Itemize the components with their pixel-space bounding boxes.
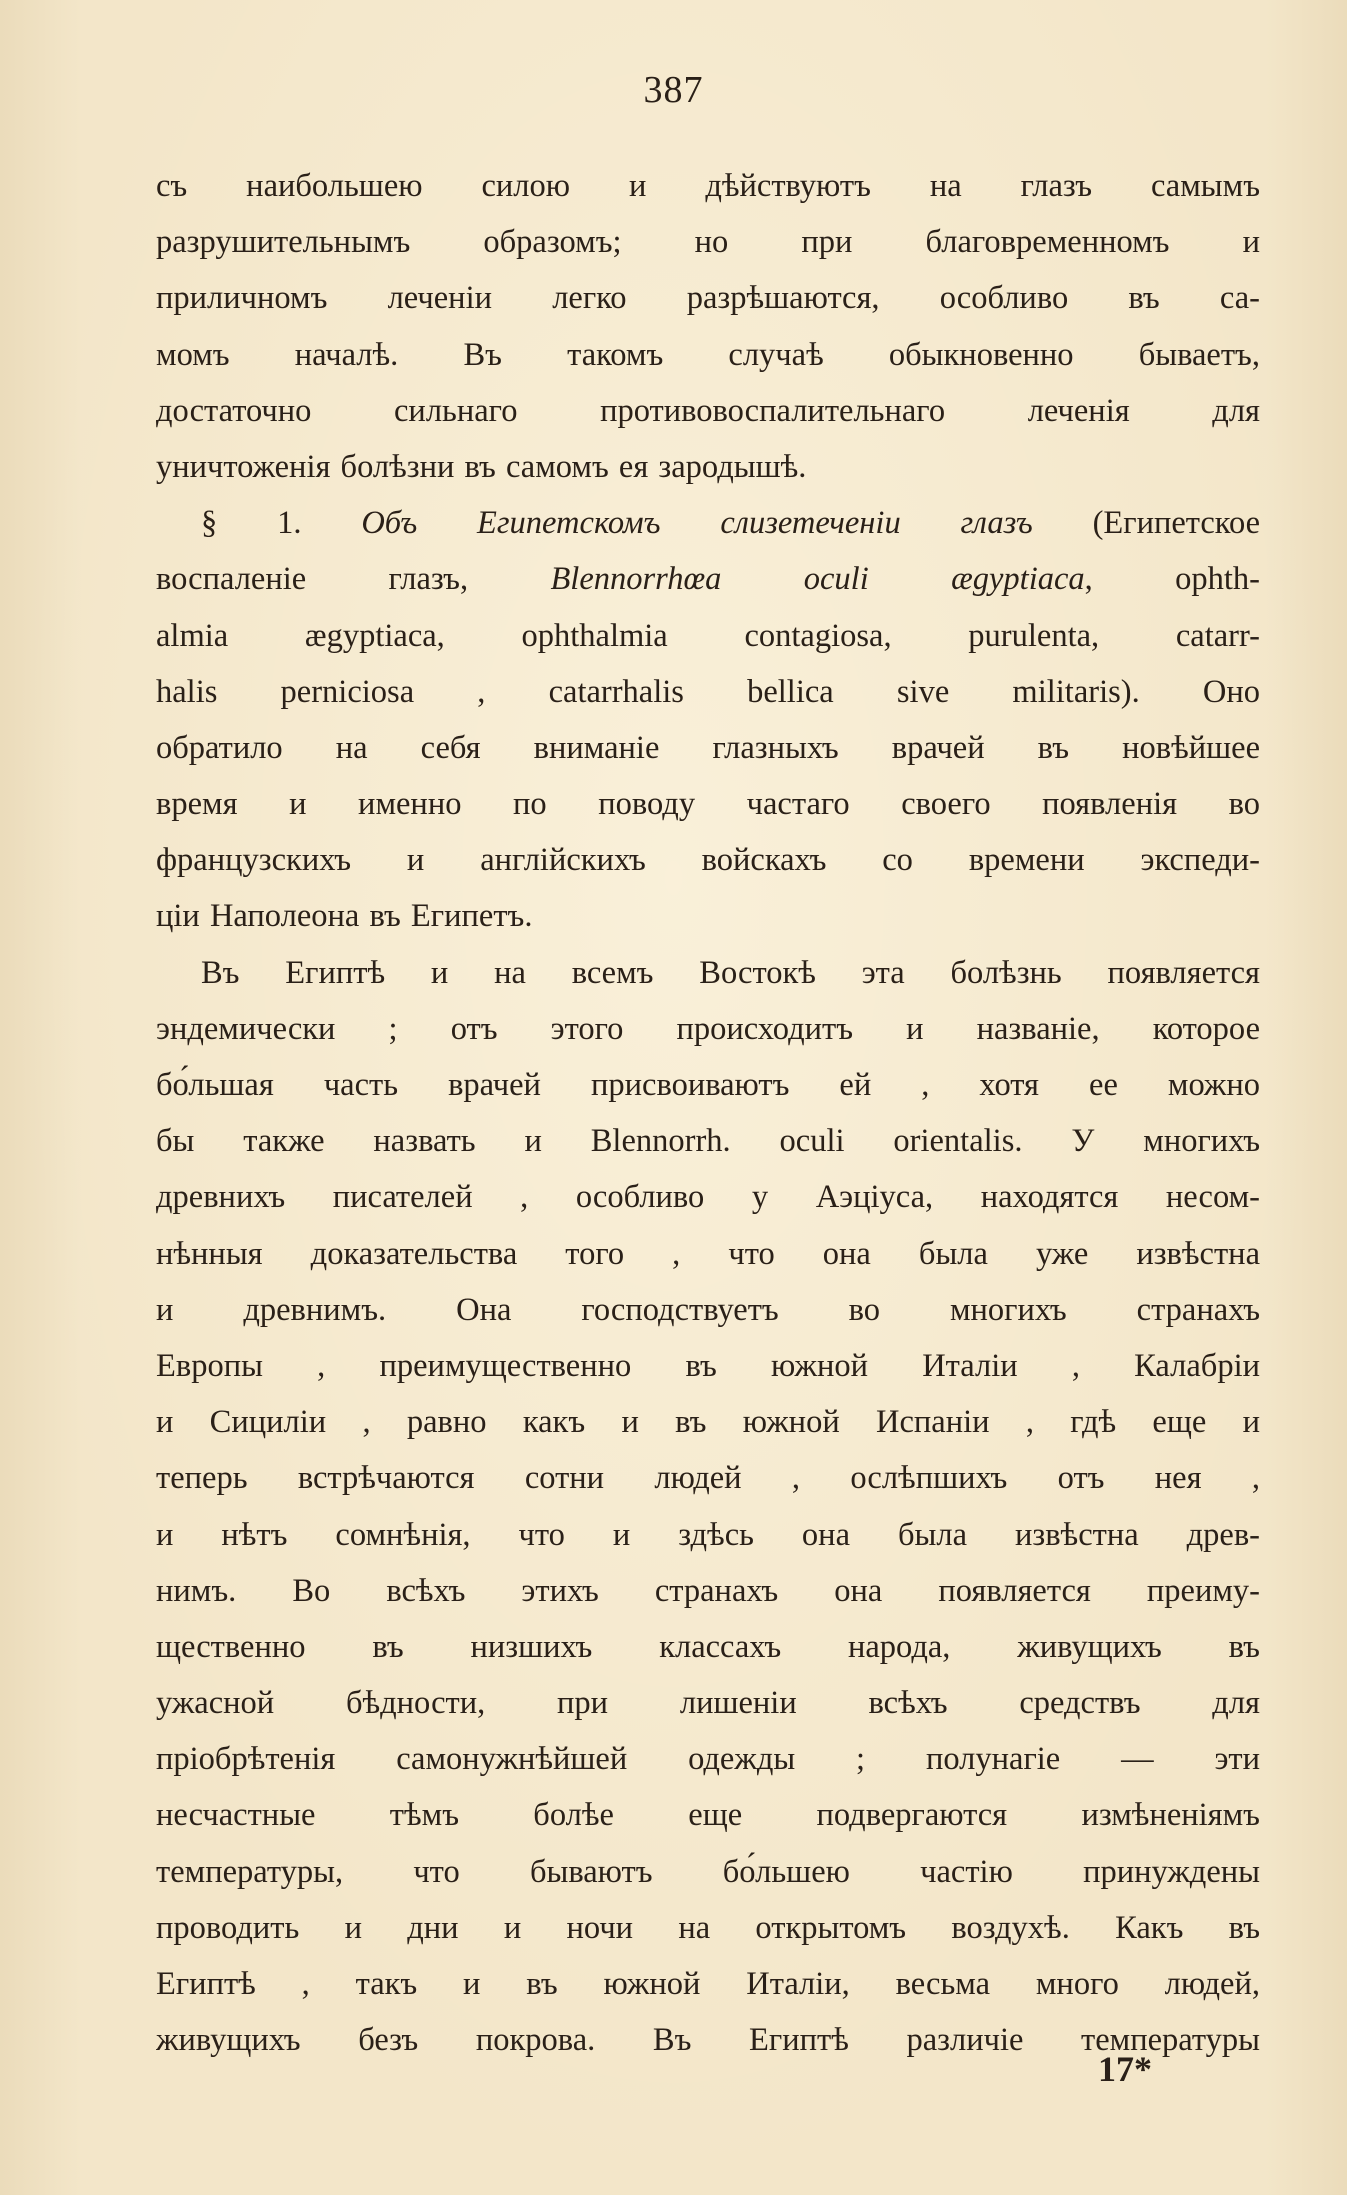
text-line: ціи Наполеона въ Египетъ.	[156, 898, 533, 935]
text-line: и Сициліи , равно какъ и въ южной Испаніи , гдѣ еще и	[156, 1404, 1260, 1441]
text-line: теперь встрѣчаются сотни людей , ослѣпшихъ отъ нея ,	[156, 1460, 1260, 1497]
text-line: и нѣтъ сомнѣнія, что и здѣсь она была извѣстна древ-	[156, 1516, 1260, 1553]
text-line: проводить и дни и ночи на открытомъ воздухѣ. Какъ въ	[156, 1909, 1260, 1946]
text-line: древнихъ писателей , особливо у Аэціуса, находятся несом-	[156, 1179, 1260, 1216]
text-line: щественно въ низшихъ классахъ народа, живущихъ въ	[156, 1628, 1260, 1665]
text-line: бы также назвать и Blennorrh. oculi orientalis. У многихъ	[156, 1123, 1260, 1160]
text-line: достаточно сильнаго противовоспалительнаго леченія для	[156, 392, 1260, 429]
text-line: almia ægyptiaca, ophthalmia contagiosa, purulenta, catarr-	[156, 617, 1260, 654]
text-line: французскихъ и англійскихъ войскахъ со времени экспеди-	[156, 842, 1260, 879]
text-line: halis perniciosa , catarrhalis bellica sive militaris). Оно	[156, 673, 1260, 710]
latin-name: Blennorrhœa oculi ægyptiaca	[550, 561, 1085, 598]
text-line: и древнимъ. Она господствуетъ во многихъ странахъ	[156, 1291, 1260, 1328]
section-heading-rest: (Египетское	[1092, 505, 1260, 542]
text-line: Въ Египтѣ и на всемъ Востокѣ эта болѣзнь появляется	[201, 954, 1260, 991]
text-line: живущихъ безъ покрова. Въ Египтѣ различіе температуры	[156, 2022, 1260, 2059]
text-line: нимъ. Во всѣхъ этихъ странахъ она появляется преиму-	[156, 1572, 1260, 1609]
text-line: Европы , преимущественно въ южной Италіи , Калабріи	[156, 1347, 1260, 1384]
text-line: момъ началѣ. Въ такомъ случаѣ обыкновенно бываетъ,	[156, 336, 1260, 373]
text-line: съ наибольшею силою и дѣйствуютъ на глазъ самымъ	[156, 168, 1260, 204]
section-sign: § 1.	[201, 505, 302, 542]
text-line: эндемически ; отъ этого происходитъ и названіе, которое	[156, 1010, 1260, 1047]
body-text	[156, 158, 1260, 2068]
text-line: бо́льшая часть врачей присвоиваютъ ей , хотя ее можно	[156, 1067, 1260, 1103]
text-line: несчастные тѣмъ болѣе еще подвергаются измѣненіямъ	[156, 1797, 1260, 1834]
text-line	[156, 551, 1260, 607]
text-line: ужасной бѣдности, при лишеніи всѣхъ средствъ для	[156, 1685, 1260, 1722]
signature-mark: 17*	[1098, 2049, 1152, 2089]
section-heading-line	[156, 495, 1260, 551]
page-number: 387	[643, 69, 704, 111]
text-line: уничтоженія болѣзни въ самомъ ея зародышѣ.	[156, 448, 807, 485]
section-title: Объ Египетскомъ слизетеченіи глазъ	[361, 505, 1033, 542]
latin-name-rest: , ophth-	[1084, 561, 1260, 598]
text-line: пріобрѣтенія самонужнѣйшей одежды ; полунагіе — эти	[156, 1741, 1260, 1778]
text-line: приличномъ леченіи легко разрѣшаются, особливо въ са-	[156, 280, 1260, 317]
text-line: время и именно по поводу частаго своего появленія во	[156, 786, 1260, 823]
text-line: разрушительнымъ образомъ; но при благовременномъ и	[156, 224, 1260, 261]
text-line: Египтѣ , такъ и въ южной Италіи, весьма много людей,	[156, 1966, 1260, 2002]
latin-name-prefix: воспаленіе глазъ,	[156, 561, 469, 598]
text-line: температуры, что бываютъ бо́льшею частію принуждены	[156, 1853, 1260, 1890]
text-line: нѣнныя доказательства того , что она была уже извѣстна	[156, 1235, 1260, 1272]
text-line: обратило на себя вниманіе глазныхъ врачей въ новѣйшее	[156, 729, 1260, 766]
